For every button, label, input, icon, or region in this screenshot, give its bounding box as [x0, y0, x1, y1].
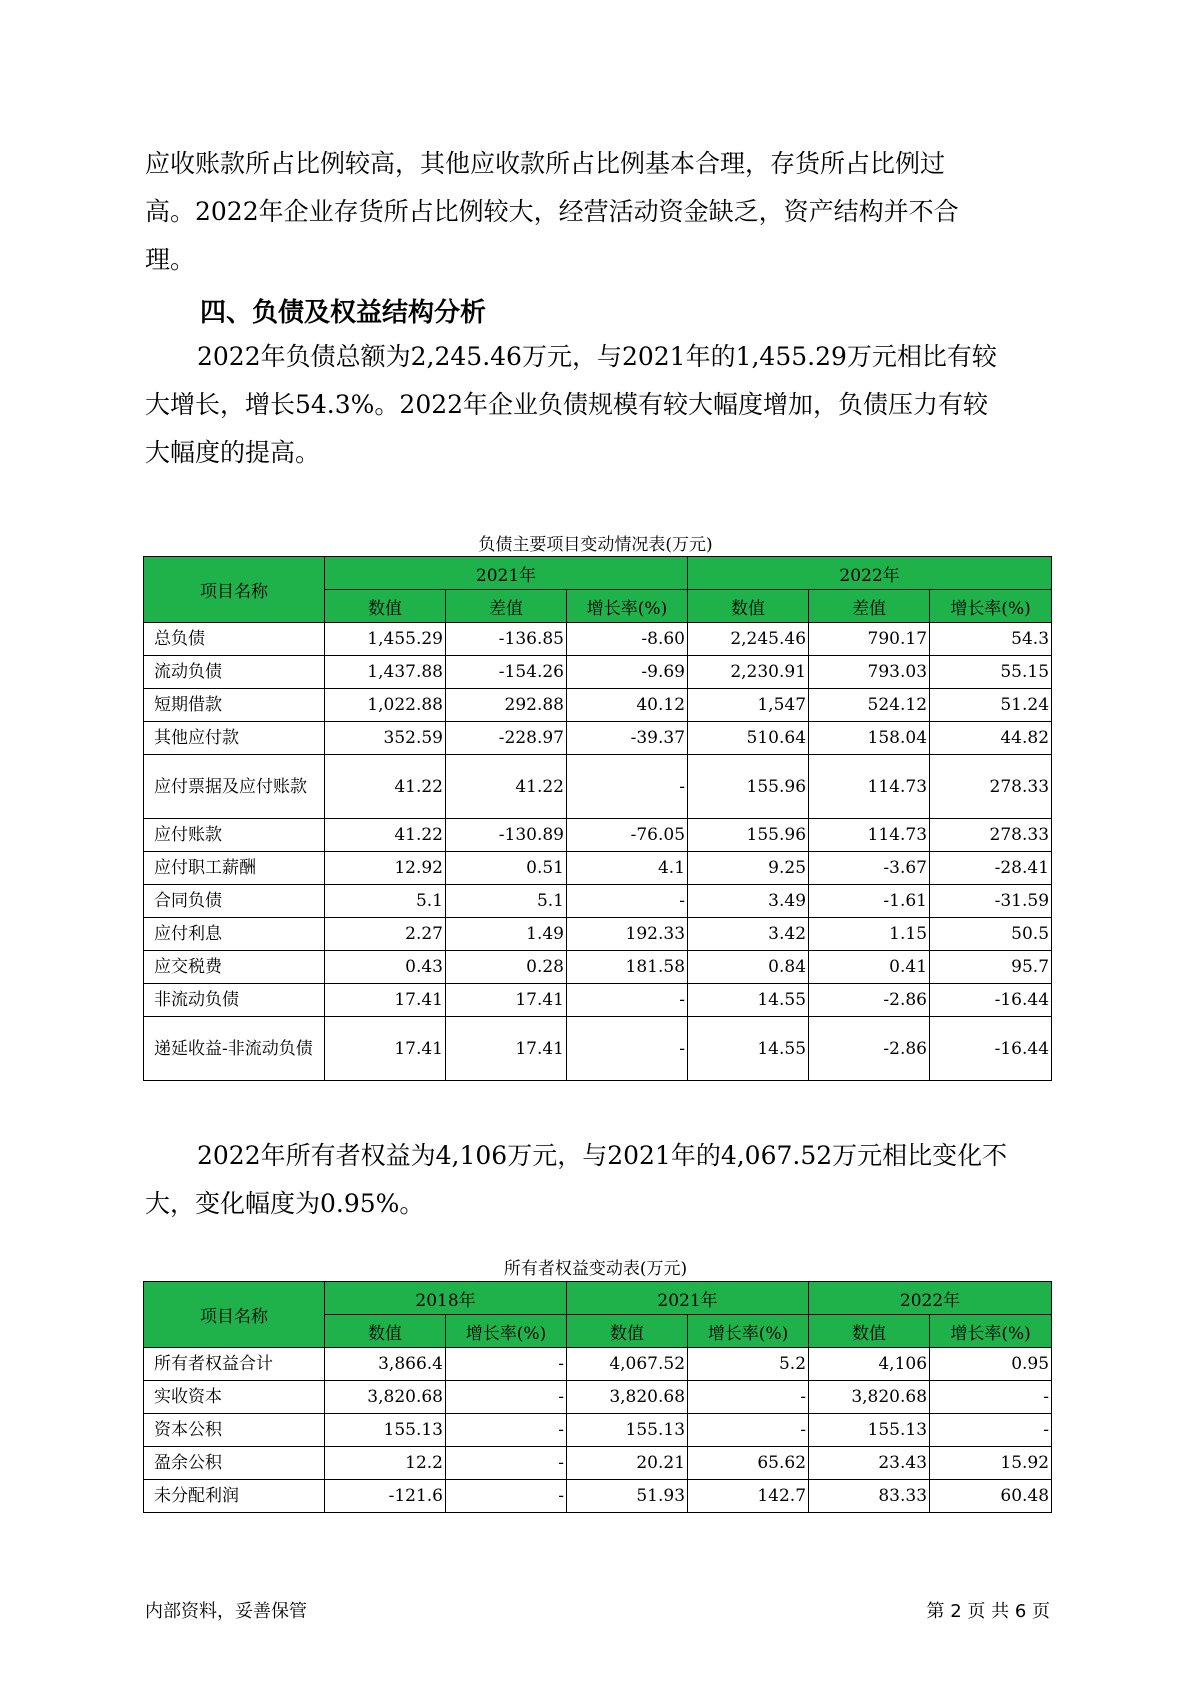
- equity-table-caption: 所有者权益变动表(万元): [503, 1259, 688, 1279]
- cell: 15.92: [930, 1447, 1052, 1480]
- table-row: [144, 1447, 1052, 1480]
- table-row: [144, 1480, 1052, 1513]
- cell: -121.6: [325, 1480, 446, 1513]
- paragraph-line: 2022年所有者权益为4,106万元，与2021年的4,067.52万元相比变化不: [197, 1141, 1008, 1170]
- cell: 20.21: [567, 1447, 688, 1480]
- cell: 17.41: [325, 1017, 446, 1081]
- paragraph-line: 大，变化幅度为0.95%。: [145, 1189, 425, 1218]
- cell: 1.49: [446, 918, 567, 951]
- row-name: 应付利息: [144, 918, 325, 951]
- row-name: 实收资本: [144, 1381, 325, 1414]
- cell: 17.41: [325, 984, 446, 1017]
- cell: 158.04: [809, 722, 930, 755]
- header-difference: 差值: [446, 590, 567, 623]
- cell: 83.33: [809, 1480, 930, 1513]
- cell: 278.33: [930, 819, 1052, 852]
- cell: 3,866.4: [325, 1348, 446, 1381]
- cell: -: [567, 1017, 688, 1081]
- table-row: [144, 951, 1052, 984]
- table-row: [144, 656, 1052, 689]
- row-name: 应交税费: [144, 951, 325, 984]
- cell: -: [567, 885, 688, 918]
- cell: 352.59: [325, 722, 446, 755]
- cell: 114.73: [809, 819, 930, 852]
- cell: -9.69: [567, 656, 688, 689]
- cell: 1,547: [688, 689, 809, 722]
- cell: 155.13: [325, 1414, 446, 1447]
- table-row: [144, 885, 1052, 918]
- cell: -1.61: [809, 885, 930, 918]
- cell: 1,437.88: [325, 656, 446, 689]
- cell: -: [688, 1381, 809, 1414]
- section-heading: 四、负债及权益结构分析: [200, 298, 487, 328]
- cell: 2.27: [325, 918, 446, 951]
- cell: 181.58: [567, 951, 688, 984]
- cell: -31.59: [930, 885, 1052, 918]
- cell: 155.96: [688, 819, 809, 852]
- cell: -: [930, 1381, 1052, 1414]
- header-growth-rate: 增长率(%): [688, 1315, 809, 1348]
- paragraph-line: 理。: [145, 245, 196, 274]
- header-value: 数值: [688, 590, 809, 623]
- cell: 5.2: [688, 1348, 809, 1381]
- cell: 40.12: [567, 689, 688, 722]
- header-value: 数值: [325, 1315, 446, 1348]
- footer-confidential-note: 内部资料，妥善保管: [145, 1601, 307, 1622]
- cell: 793.03: [809, 656, 930, 689]
- table-row: [144, 1017, 1052, 1081]
- row-name: 其他应付款: [144, 722, 325, 755]
- cell: 44.82: [930, 722, 1052, 755]
- header-year: 2022年: [688, 557, 1052, 590]
- cell: 50.5: [930, 918, 1052, 951]
- cell: 1,455.29: [325, 623, 446, 656]
- cell: 41.22: [446, 755, 567, 819]
- cell: 142.7: [688, 1480, 809, 1513]
- cell: 0.84: [688, 951, 809, 984]
- cell: 114.73: [809, 755, 930, 819]
- cell: 95.7: [930, 951, 1052, 984]
- cell: -16.44: [930, 1017, 1052, 1081]
- header-growth-rate: 增长率(%): [930, 1315, 1052, 1348]
- header-item-name: 项目名称: [144, 557, 325, 623]
- row-name: 应付账款: [144, 819, 325, 852]
- cell: 17.41: [446, 984, 567, 1017]
- header-difference: 差值: [809, 590, 930, 623]
- paragraph-line: 2022年负债总额为2,245.46万元，与2021年的1,455.29万元相比有较: [197, 342, 997, 371]
- cell: -: [446, 1447, 567, 1480]
- cell: 3.49: [688, 885, 809, 918]
- cell: -: [446, 1348, 567, 1381]
- row-name: 未分配利润: [144, 1480, 325, 1513]
- cell: 9.25: [688, 852, 809, 885]
- cell: 0.51: [446, 852, 567, 885]
- cell: 41.22: [325, 755, 446, 819]
- header-growth-rate: 增长率(%): [930, 590, 1052, 623]
- row-name: 递延收益-非流动负债: [144, 1017, 325, 1081]
- cell: 155.13: [567, 1414, 688, 1447]
- header-growth-rate: 增长率(%): [567, 590, 688, 623]
- header-year: 2022年: [809, 1282, 1052, 1315]
- header-item-name: 项目名称: [144, 1282, 325, 1348]
- liability-table-caption: 负债主要项目变动情况表(万元): [478, 535, 713, 555]
- row-name: 应付职工薪酬: [144, 852, 325, 885]
- cell: 51.24: [930, 689, 1052, 722]
- cell: 5.1: [446, 885, 567, 918]
- paragraph-line: 高。2022年企业存货所占比例较大，经营活动资金缺乏，资产结构并不合: [145, 197, 959, 226]
- cell: 278.33: [930, 755, 1052, 819]
- equity-paragraph: [145, 1132, 1050, 1228]
- table-row: [144, 623, 1052, 656]
- cell: 23.43: [809, 1447, 930, 1480]
- cell: -28.41: [930, 852, 1052, 885]
- cell: 2,245.46: [688, 623, 809, 656]
- cell: -228.97: [446, 722, 567, 755]
- cell: -136.85: [446, 623, 567, 656]
- row-name: 非流动负债: [144, 984, 325, 1017]
- row-name: 所有者权益合计: [144, 1348, 325, 1381]
- intro-paragraph: [145, 140, 1050, 284]
- cell: -: [567, 755, 688, 819]
- cell: 12.92: [325, 852, 446, 885]
- row-name: 应付票据及应付账款: [144, 755, 325, 819]
- cell: 4,067.52: [567, 1348, 688, 1381]
- row-name: 短期借款: [144, 689, 325, 722]
- header-value: 数值: [567, 1315, 688, 1348]
- row-name: 资本公积: [144, 1414, 325, 1447]
- table-row: [144, 1348, 1052, 1381]
- table-row: [144, 1414, 1052, 1447]
- cell: 1.15: [809, 918, 930, 951]
- cell: -76.05: [567, 819, 688, 852]
- cell: 3,820.68: [325, 1381, 446, 1414]
- cell: 4.1: [567, 852, 688, 885]
- header-year: 2021年: [325, 557, 688, 590]
- header-growth-rate: 增长率(%): [446, 1315, 567, 1348]
- row-name: 总负债: [144, 623, 325, 656]
- cell: 3,820.68: [567, 1381, 688, 1414]
- table-row: [144, 918, 1052, 951]
- cell: 3,820.68: [809, 1381, 930, 1414]
- cell: 1,022.88: [325, 689, 446, 722]
- cell: 60.48: [930, 1480, 1052, 1513]
- cell: 510.64: [688, 722, 809, 755]
- cell: 51.93: [567, 1480, 688, 1513]
- cell: -2.86: [809, 984, 930, 1017]
- table-row: [144, 722, 1052, 755]
- cell: 41.22: [325, 819, 446, 852]
- table-row: [144, 1381, 1052, 1414]
- cell: -130.89: [446, 819, 567, 852]
- footer-page-number: 第 2 页 共 6 页: [926, 1601, 1050, 1622]
- cell: 65.62: [688, 1447, 809, 1480]
- cell: 14.55: [688, 1017, 809, 1081]
- header-year: 2018年: [325, 1282, 567, 1315]
- cell: 0.41: [809, 951, 930, 984]
- cell: 2,230.91: [688, 656, 809, 689]
- cell: -: [688, 1414, 809, 1447]
- table-row: [144, 689, 1052, 722]
- paragraph-line: 大幅度的提高。: [145, 438, 321, 467]
- cell: 3.42: [688, 918, 809, 951]
- cell: 54.3: [930, 623, 1052, 656]
- cell: 192.33: [567, 918, 688, 951]
- cell: 0.43: [325, 951, 446, 984]
- cell: 17.41: [446, 1017, 567, 1081]
- table-row: [144, 852, 1052, 885]
- header-value: 数值: [809, 1315, 930, 1348]
- cell: 155.96: [688, 755, 809, 819]
- cell: -2.86: [809, 1017, 930, 1081]
- header-year: 2021年: [567, 1282, 809, 1315]
- row-name: 合同负债: [144, 885, 325, 918]
- cell: 55.15: [930, 656, 1052, 689]
- cell: 0.28: [446, 951, 567, 984]
- cell: 790.17: [809, 623, 930, 656]
- cell: -3.67: [809, 852, 930, 885]
- cell: 524.12: [809, 689, 930, 722]
- cell: -: [930, 1414, 1052, 1447]
- cell: -154.26: [446, 656, 567, 689]
- table-row: [144, 819, 1052, 852]
- header-value: 数值: [325, 590, 446, 623]
- cell: -: [446, 1480, 567, 1513]
- row-name: 盈余公积: [144, 1447, 325, 1480]
- cell: 5.1: [325, 885, 446, 918]
- cell: -: [446, 1414, 567, 1447]
- paragraph-line: 大增长，增长54.3%。2022年企业负债规模有较大幅度增加，负债压力有较: [145, 390, 989, 419]
- cell: -: [567, 984, 688, 1017]
- cell: -16.44: [930, 984, 1052, 1017]
- cell: 12.2: [325, 1447, 446, 1480]
- cell: -8.60: [567, 623, 688, 656]
- equity-table: [143, 1281, 1052, 1513]
- liability-table: [143, 556, 1052, 1081]
- table-row: [144, 984, 1052, 1017]
- cell: -39.37: [567, 722, 688, 755]
- cell: 155.13: [809, 1414, 930, 1447]
- paragraph-line: 应收账款所占比例较高，其他应收款所占比例基本合理，存货所占比例过: [145, 149, 946, 178]
- cell: 0.95: [930, 1348, 1052, 1381]
- row-name: 流动负债: [144, 656, 325, 689]
- cell: 292.88: [446, 689, 567, 722]
- table-row: [144, 755, 1052, 819]
- cell: -: [446, 1381, 567, 1414]
- liability-paragraph: [145, 333, 1050, 477]
- cell: 4,106: [809, 1348, 930, 1381]
- cell: 14.55: [688, 984, 809, 1017]
